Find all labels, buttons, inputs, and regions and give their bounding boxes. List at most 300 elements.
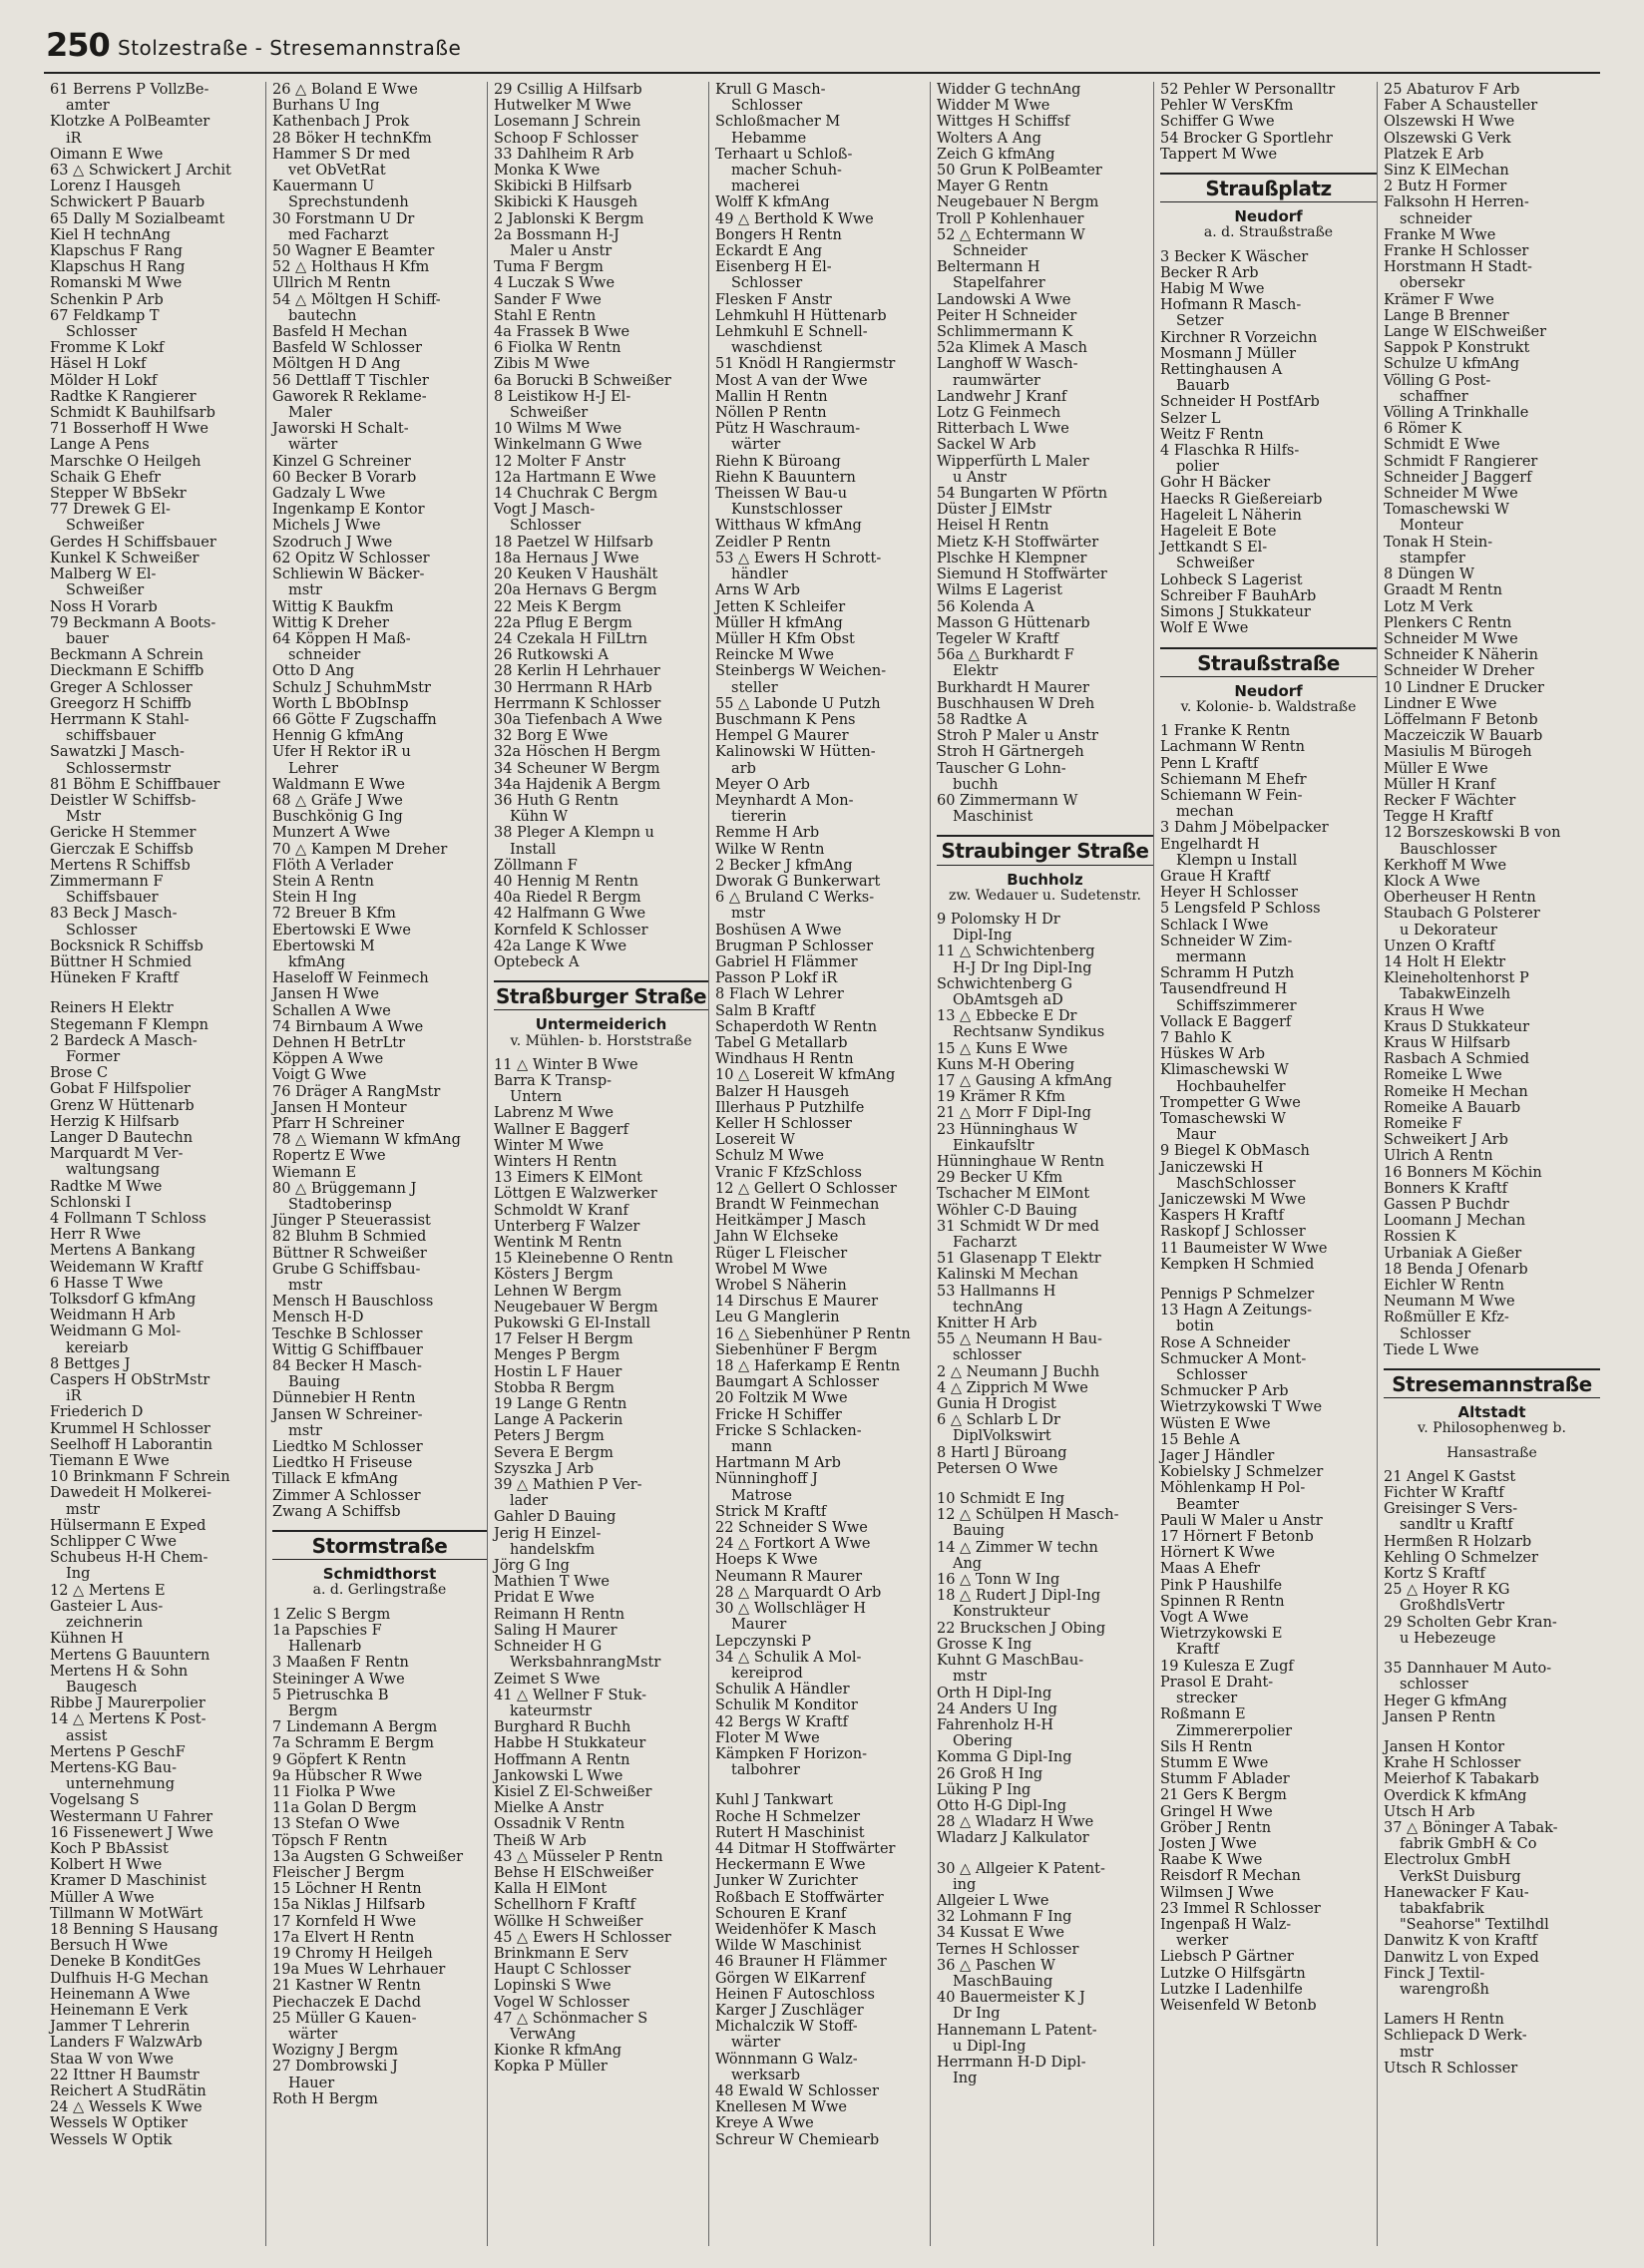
resident-entry: Wiemann E <box>272 1164 357 1181</box>
resident-entry: Boshüsen A Wwe <box>715 922 842 939</box>
entry-continuation: schneider <box>1400 210 1472 227</box>
resident-entry: 52 △ Holthaus H Kfm <box>272 259 430 276</box>
resident-entry: 8 Düngen W <box>1384 567 1474 583</box>
resident-entry: Hoffmann A Rentn <box>494 1751 630 1768</box>
resident-entry: Wittig G Schiffbauer <box>272 1341 423 1358</box>
resident-entry: Bersuch H Wwe <box>50 1938 169 1955</box>
resident-entry: Skibicki K Hausgeh <box>494 194 638 211</box>
resident-entry: Danwitz L von Exped <box>1384 1949 1539 1966</box>
resident-entry: Baumgart A Schlosser <box>715 1374 879 1391</box>
resident-entry: Tillmann W MotWärt <box>50 1905 204 1922</box>
entry-continuation: "Seahorse" Textilhdl <box>1400 1917 1549 1934</box>
entry-continuation: fabrik GmbH & Co <box>1400 1836 1537 1853</box>
resident-entry: Weidmann H Arb <box>50 1308 176 1324</box>
resident-entry: Meyer O Arb <box>715 776 810 793</box>
resident-entry: Tonak H Stein- <box>1384 534 1493 551</box>
resident-entry: 6 Römer K <box>1384 421 1462 438</box>
resident-entry: Eckardt E Ang <box>715 243 823 260</box>
resident-entry: Zimmer A Schlosser <box>272 1487 421 1504</box>
resident-entry: Tegeler W Kraftf <box>937 630 1059 647</box>
resident-entry: Wöhler C-D Bauing <box>937 1202 1077 1219</box>
resident-entry: Horstmann H Stadt- <box>1384 259 1532 276</box>
resident-entry: Passon P Lokf iR <box>715 970 838 987</box>
resident-entry: Penn L Kraftf <box>1160 755 1259 772</box>
resident-entry: Ropertz E Wwe <box>272 1148 386 1165</box>
resident-entry: Allgeier L Wwe <box>937 1892 1049 1909</box>
resident-entry: Vogelsang S <box>50 1792 140 1809</box>
resident-entry: 56 Kolenda A <box>937 598 1034 615</box>
resident-entry: Janiczewski M Wwe <box>1160 1192 1307 1208</box>
resident-entry: Jansen H Monteur <box>272 1099 407 1116</box>
entry-continuation: Bauing <box>953 1523 1005 1540</box>
resident-entry: Beltermann H <box>937 259 1040 276</box>
resident-entry: 17 Kornfeld H Wwe <box>272 1913 417 1930</box>
entry-continuation: H-J Dr Ing Dipl-Ing <box>953 959 1092 976</box>
column-1 <box>44 82 265 2246</box>
resident-entry: Severa E Bergm <box>494 1444 614 1461</box>
resident-entry: Tuma F Bergm <box>494 259 604 276</box>
resident-entry: Jansen P Rentn <box>1384 1708 1496 1725</box>
resident-entry: 13 △ Ebbecke E Dr <box>937 1008 1077 1025</box>
resident-entry: 15 Löchner H Rentn <box>272 1881 422 1898</box>
resident-entry: Hülsermann E Exped <box>50 1517 206 1534</box>
entry-continuation: Bergm <box>288 1702 338 1719</box>
spacer <box>937 1477 1153 1491</box>
entry-continuation: Beamter <box>1176 1496 1239 1513</box>
entry-continuation: u Dekorateur <box>1400 922 1497 939</box>
resident-entry: Schneider H G <box>494 1639 603 1656</box>
resident-entry: Büttner R Schweißer <box>272 1245 427 1262</box>
resident-entry: Salm B Kraftf <box>715 1002 815 1019</box>
resident-entry: Kolbert H Wwe <box>50 1857 163 1874</box>
resident-entry: Jankowski L Wwe <box>494 1767 623 1784</box>
resident-entry: 9 Biegel K ObMasch <box>1160 1143 1310 1160</box>
resident-entry: Tomaschewski W <box>1160 1110 1286 1127</box>
resident-entry: Burhans U Ing <box>272 98 380 115</box>
resident-entry: Landowski A Wwe <box>937 291 1071 308</box>
resident-entry: Mensch H-D <box>272 1310 364 1326</box>
resident-entry: Fricke S Schlacken- <box>715 1422 862 1439</box>
resident-entry: 53 Hallmanns H <box>937 1283 1056 1300</box>
resident-entry: Olszewski H Wwe <box>1384 114 1515 131</box>
resident-entry: Graue H Kraftf <box>1160 868 1270 885</box>
resident-entry: 11 Baumeister W Wwe <box>1160 1240 1328 1257</box>
resident-entry: Herrmann K Stahl- <box>50 711 190 728</box>
resident-entry: 17 Felser H Bergm <box>494 1331 633 1348</box>
resident-entry: Stroh H Gärtnergeh <box>937 744 1084 761</box>
resident-entry: Kleineholtenhorst P <box>1384 970 1529 987</box>
resident-entry: 7 Lindemann A Bergm <box>272 1719 438 1736</box>
resident-entry: Lopinski S Wwe <box>494 1978 612 1995</box>
resident-entry: Monka K Wwe <box>494 163 601 180</box>
resident-entry: Kiel H technAng <box>50 226 171 243</box>
resident-entry: Habig M Wwe <box>1160 281 1265 298</box>
entry-continuation: tabakfabrik <box>1400 1900 1484 1917</box>
resident-entry: 20 Foltzik M Wwe <box>715 1390 848 1407</box>
resident-entry: Roßmann E <box>1160 1706 1246 1723</box>
street-range: Hansastraße <box>1446 1444 1537 1461</box>
resident-entry: 29 Becker U Kfm <box>937 1170 1063 1187</box>
resident-entry: Jörg G Ing <box>494 1558 570 1575</box>
entry-continuation: Maur <box>1176 1127 1216 1144</box>
resident-entry: Michalczik W Stoff- <box>715 2019 858 2036</box>
resident-entry: Lange A Packerin <box>494 1412 623 1429</box>
resident-entry: Hüneken F Kraftf <box>50 970 179 987</box>
resident-entry: Tabel G Metallarb <box>715 1034 848 1051</box>
resident-entry: Hannemann L Patent- <box>937 2022 1097 2039</box>
resident-entry: 53 △ Ewers H Schrott- <box>715 550 882 567</box>
resident-entry: Knitter H Arb <box>937 1316 1037 1332</box>
resident-entry: Rüger L Fleischer <box>715 1245 848 1262</box>
resident-entry: Klotzke A PolBeamter <box>50 114 210 131</box>
entry-continuation: mstr <box>288 1278 322 1295</box>
resident-entry: 30 △ Wollschläger H <box>715 1601 866 1618</box>
resident-entry: 22 Bruckschen J Obing <box>937 1620 1106 1637</box>
resident-entry: Ribbe J Maurerpolier <box>50 1696 206 1712</box>
resident-entry: Kämpken F Horizon- <box>715 1745 868 1762</box>
resident-entry: Neumann M Wwe <box>1384 1294 1515 1311</box>
resident-entry: Koch P BbAssist <box>50 1840 169 1857</box>
resident-entry: 28 Kerlin H Lehrhauer <box>494 663 660 680</box>
resident-entry: 78 △ Wiemann W kfmAng <box>272 1132 461 1149</box>
resident-entry: Wallner E Baggerf <box>494 1121 628 1138</box>
resident-entry: Schneider K Näherin <box>1384 647 1538 664</box>
resident-entry: Teschke B Schlosser <box>272 1325 423 1342</box>
resident-entry: Finck J Textil- <box>1384 1965 1485 1982</box>
resident-entry: Ufer H Rektor iR u <box>272 744 411 761</box>
resident-entry: 21 Angel K Gastst <box>1384 1468 1516 1485</box>
resident-entry: Gierczak E Schiffsb <box>50 841 194 858</box>
resident-entry: Pehler W VersKfm <box>1160 98 1294 115</box>
resident-entry: 52 △ Echtermann W <box>937 226 1085 243</box>
resident-entry: Roßmüller E Kfz- <box>1384 1310 1509 1326</box>
resident-entry: 14 △ Zimmer W techn <box>937 1539 1098 1556</box>
resident-entry: Schneider W Dreher <box>1384 663 1534 680</box>
resident-entry: Sappok P Konstrukt <box>1384 340 1530 357</box>
resident-entry: Kopka P Müller <box>494 2059 608 2076</box>
entry-continuation: Dipl-Ing <box>953 928 1013 945</box>
resident-entry: Stumm F Ablader <box>1160 1771 1290 1788</box>
resident-entry: Vogt J Masch- <box>494 502 596 519</box>
resident-entry: 84 Becker H Masch- <box>272 1358 422 1375</box>
resident-entry: Mathien T Wwe <box>494 1574 610 1591</box>
resident-entry: 38 Pleger A Klempn u <box>494 825 654 842</box>
resident-entry: 77 Drewek G El- <box>50 502 171 519</box>
entry-continuation: schneider <box>288 647 361 664</box>
resident-entry: 17 Hörnert F Betonb <box>1160 1529 1314 1546</box>
resident-entry: Strick M Kraftf <box>715 1503 827 1520</box>
entry-continuation: schiffsbauer <box>66 728 157 745</box>
resident-entry: Schwickert P Bauarb <box>50 194 206 211</box>
resident-entry: Tiemann E Wwe <box>50 1453 170 1470</box>
resident-entry: 6 Hasse T Wwe <box>50 1275 164 1292</box>
entry-continuation: macherei <box>731 179 800 195</box>
entry-continuation: vet ObVetRat <box>288 163 386 180</box>
resident-entry: Greisinger S Vers- <box>1384 1501 1518 1518</box>
resident-entry: Lindner E Wwe <box>1384 695 1497 712</box>
resident-entry: 34 Scheuner W Bergm <box>494 760 660 777</box>
resident-entry: Basfeld W Schlosser <box>272 340 422 357</box>
resident-entry: Brugman P Schlosser <box>715 938 874 954</box>
resident-entry: 60 Becker B Vorarb <box>272 469 417 486</box>
resident-entry: Tegge H Kraftf <box>1384 809 1493 826</box>
resident-entry: Schaik G Ehefr <box>50 469 162 486</box>
resident-entry: Hünninghaue W Rentn <box>937 1154 1104 1170</box>
entry-continuation: mstr <box>731 906 765 923</box>
resident-entry: Westermann U Fahrer <box>50 1808 213 1825</box>
resident-entry: 21 Kastner W Rentn <box>272 1978 421 1995</box>
resident-entry: 79 Beckmann A Boots- <box>50 614 216 631</box>
resident-entry: Mertens G Bauuntern <box>50 1647 210 1664</box>
resident-entry: Ebertowski E Wwe <box>272 922 411 939</box>
resident-entry: Loomann J Mechan <box>1384 1213 1526 1230</box>
resident-entry: Waldmann E Wwe <box>272 776 405 793</box>
resident-entry: Zibis M Wwe <box>494 356 591 373</box>
resident-entry: 10 △ Losereit W kfmAng <box>715 1067 896 1084</box>
entry-continuation: buchh <box>953 776 999 793</box>
resident-entry: Windhaus H Rentn <box>715 1051 854 1068</box>
resident-entry: 6 Fiolka W Rentn <box>494 340 621 357</box>
street-heading: Straußstraße <box>1160 647 1377 677</box>
entry-continuation: u Dipl-Ing <box>953 2038 1027 2055</box>
resident-entry: Haseloff W Feinmech <box>272 970 429 987</box>
resident-entry: Lange A Pens <box>50 437 150 454</box>
resident-entry: Lotz G Feinmech <box>937 405 1061 422</box>
entry-continuation: Maurer <box>731 1617 787 1634</box>
entry-continuation: mstr <box>1400 2044 1434 2061</box>
resident-entry: Siebenhüner F Bergm <box>715 1341 878 1358</box>
resident-entry: Häsel H Lokf <box>50 356 147 373</box>
district-heading: Neudorf <box>1234 681 1303 700</box>
spacer <box>937 1847 1153 1861</box>
resident-entry: Illerhaus P Putzhilfe <box>715 1099 865 1116</box>
resident-entry: Fahrenholz H-H <box>937 1716 1054 1733</box>
resident-entry: 19 Chromy H Heilgeh <box>272 1945 433 1962</box>
resident-entry: Schiemann M Ehefr <box>1160 771 1307 788</box>
resident-entry: Völling G Post- <box>1384 372 1491 389</box>
resident-entry: Wozigny J Bergm <box>272 2043 398 2060</box>
entry-continuation: ing <box>953 1876 977 1893</box>
resident-entry: 10 Wilms M Wwe <box>494 421 622 438</box>
resident-entry: Kirchner R Vorzeichn <box>1160 329 1318 346</box>
resident-entry: Schmucker P Arb <box>1160 1383 1289 1400</box>
resident-entry: Wentink M Rentn <box>494 1235 622 1252</box>
entry-continuation: Schiffsbauer <box>66 890 159 907</box>
resident-entry: Hörnert K Wwe <box>1160 1545 1275 1562</box>
resident-entry: Schreiber F BauhArb <box>1160 587 1317 604</box>
resident-entry: Mertens P GeschF <box>50 1743 186 1760</box>
resident-entry: 40 Hennig M Rentn <box>494 873 638 890</box>
resident-entry: Jansen W Schreiner- <box>272 1406 423 1423</box>
resident-entry: 20 Keuken V Haushält <box>494 567 658 583</box>
entry-continuation: Install <box>510 841 557 858</box>
resident-entry: 2 Jablonski K Bergm <box>494 210 644 227</box>
resident-entry: Müller H Kranf <box>1384 776 1495 793</box>
resident-entry: Kempken H Schmied <box>1160 1256 1315 1273</box>
entry-continuation: arb <box>731 760 756 777</box>
resident-entry: Neugebauer N Bergm <box>937 194 1099 211</box>
resident-entry: Petersen O Wwe <box>937 1460 1058 1477</box>
resident-entry: Kornfeld K Schlosser <box>494 922 648 939</box>
resident-entry: Romeike F <box>1384 1116 1462 1132</box>
entry-continuation: Schlosser <box>731 98 803 115</box>
resident-entry: Jerig H Einzel- <box>494 1525 602 1542</box>
resident-entry: Liedtko M Schlosser <box>272 1439 423 1456</box>
resident-entry: Wietrzykowski T Wwe <box>1160 1399 1323 1416</box>
resident-entry: 36 Huth G Rentn <box>494 792 619 809</box>
entry-continuation: schlosser <box>953 1347 1022 1364</box>
resident-entry: 28 △ Marquardt O Arb <box>715 1584 882 1601</box>
resident-entry: 45 △ Ewers H Schlosser <box>494 1929 671 1946</box>
column-2 <box>265 82 487 2246</box>
resident-entry: 51 Knödl H Rangiermstr <box>715 356 896 373</box>
resident-entry: Romanski M Wwe <box>50 275 183 292</box>
resident-entry: 16 Bonners M Köchin <box>1384 1164 1542 1181</box>
resident-entry: Vollack E Baggerf <box>1160 1013 1292 1030</box>
entry-continuation: Stapelfahrer <box>953 275 1045 292</box>
resident-entry: 19 Kulesza E Zugf <box>1160 1658 1294 1675</box>
resident-entry: Schmoldt W Kranf <box>494 1202 628 1219</box>
resident-entry: Knellesen M Wwe <box>715 2099 847 2116</box>
resident-entry: Eichler W Rentn <box>1384 1278 1504 1295</box>
resident-entry: 2 △ Neumann J Buchh <box>937 1363 1100 1380</box>
resident-entry: Romeike A Bauarb <box>1384 1099 1521 1116</box>
resident-entry: 54 Bungarten W Pförtn <box>937 486 1108 503</box>
resident-entry: Büttner H Schmied <box>50 953 193 970</box>
resident-entry: Falksohn H Herren- <box>1384 194 1529 211</box>
resident-entry: 48 Ewald W Schlosser <box>715 2082 879 2099</box>
resident-entry: Engelhardt H <box>1160 836 1260 853</box>
resident-entry: Eisenberg H El- <box>715 259 832 276</box>
entry-continuation: VerkSt Duisburg <box>1400 1868 1521 1885</box>
resident-entry: Staubach G Polsterer <box>1384 906 1540 923</box>
resident-entry: 30 Forstmann U Dr <box>272 210 415 227</box>
entry-continuation: Hallenarb <box>288 1639 362 1656</box>
resident-entry: 18 Benda J Ofenarb <box>1384 1261 1528 1278</box>
entry-continuation: kereiarb <box>66 1339 129 1356</box>
entry-continuation: Schlossermstr <box>66 760 172 777</box>
resident-entry: Widder M Wwe <box>937 98 1050 115</box>
resident-entry: Kraus D Stukkateur <box>1384 1018 1530 1035</box>
resident-entry: 19 Krämer R Kfm <box>937 1089 1065 1106</box>
resident-entry: 26 △ Boland E Wwe <box>272 82 418 98</box>
resident-entry: Platzek E Arb <box>1384 146 1484 163</box>
entry-continuation: mstr <box>288 582 322 599</box>
resident-entry: Optebeck A <box>494 953 580 970</box>
entry-continuation: wärter <box>288 2026 338 2043</box>
resident-entry: Greegorz H Schiffb <box>50 695 192 712</box>
resident-entry: Stein A Rentn <box>272 873 375 890</box>
resident-entry: 47 △ Schönmacher S <box>494 2010 648 2027</box>
resident-entry: Otto D Ang <box>272 663 355 680</box>
resident-entry: Kehling O Schmelzer <box>1384 1549 1538 1566</box>
resident-entry: Schenkin P Arb <box>50 291 164 308</box>
resident-entry: 22 Schneider S Wwe <box>715 1520 868 1537</box>
resident-entry: Recker F Wächter <box>1384 792 1516 809</box>
entry-continuation: iR <box>66 130 82 147</box>
resident-entry: Dawedeit H Molkerei- <box>50 1485 212 1502</box>
spacer <box>1384 1998 1600 2012</box>
resident-entry: Tiede L Wwe <box>1384 1341 1479 1358</box>
resident-entry: Gaworek R Reklame- <box>272 388 427 405</box>
resident-entry: Reiners H Elektr <box>50 1000 174 1017</box>
resident-entry: 4 Follmann T Schloss <box>50 1211 206 1228</box>
resident-entry: Skibicki B Hilfsarb <box>494 179 632 195</box>
resident-entry: 11 △ Schwichtenberg <box>937 944 1095 960</box>
resident-entry: Meierhof K Tabakarb <box>1384 1771 1539 1788</box>
resident-entry: 23 Immel R Schlosser <box>1160 1900 1321 1917</box>
resident-entry: Vranic F KfzSchloss <box>715 1164 862 1181</box>
resident-entry: Kraus W Hilfsarb <box>1384 1034 1510 1051</box>
resident-entry: Wessels W Optiker <box>50 2115 188 2132</box>
resident-entry: Wolters A Ang <box>937 130 1041 147</box>
resident-entry: Heinen F Autoschloss <box>715 1986 875 2003</box>
resident-entry: 67 Feldkamp T <box>50 307 160 324</box>
resident-entry: Masiulis M Bürogeh <box>1384 744 1532 761</box>
entry-continuation: kfmAng <box>288 953 345 970</box>
resident-entry: Schulik A Händler <box>715 1682 850 1699</box>
entry-continuation: VerwAng <box>510 2026 577 2043</box>
resident-entry: Krummel H Schlosser <box>50 1420 210 1437</box>
entry-continuation: Dr Ing <box>953 2006 1001 2023</box>
resident-entry: Utsch R Schlosser <box>1384 2060 1518 2077</box>
resident-entry: Müller H kfmAng <box>715 614 843 631</box>
resident-entry: Bocksnick R Schiffsb <box>50 938 204 954</box>
resident-entry: Weidenhöfer K Masch <box>715 1921 877 1938</box>
resident-entry: Meynhardt A Mon- <box>715 792 854 809</box>
resident-entry: Wolff K kfmAng <box>715 194 830 211</box>
resident-entry: 39 △ Mathien P Ver- <box>494 1477 642 1494</box>
resident-entry: 35 Dannhauer M Auto- <box>1384 1661 1552 1678</box>
entry-continuation: Rechtsanw Syndikus <box>953 1024 1105 1041</box>
entry-continuation: med Facharzt <box>288 226 389 243</box>
street-range: v. Kolonie- b. Waldstraße <box>1180 698 1357 715</box>
resident-entry: Burkhardt H Maurer <box>937 679 1089 696</box>
resident-entry: Pink P Haushilfe <box>1160 1577 1283 1594</box>
resident-entry: 63 △ Schwickert J Archit <box>50 163 231 180</box>
resident-entry: Stepper W BbSekr <box>50 486 187 503</box>
resident-entry: Labrenz M Wwe <box>494 1105 615 1122</box>
resident-entry: Gunia H Drogist <box>937 1396 1056 1413</box>
entry-continuation: ObAmtsgeh aD <box>953 991 1063 1008</box>
resident-entry: Kühnen H <box>50 1631 124 1648</box>
resident-entry: 24 Czekala H FilLtrn <box>494 630 648 647</box>
resident-entry: Leu G Manglerin <box>715 1310 840 1326</box>
resident-entry: Heyer H Schlosser <box>1160 885 1298 902</box>
resident-entry: Herr R Wwe <box>50 1227 142 1244</box>
resident-entry: 7 Bahlo K <box>1160 1029 1232 1046</box>
resident-entry: Floter M Wwe <box>715 1729 820 1746</box>
resident-entry: Piechaczek E Dachd <box>272 1994 422 2011</box>
resident-entry: Worth L BbObInsp <box>272 695 409 712</box>
resident-entry: Kauermann U <box>272 179 375 195</box>
entry-continuation: wärter <box>288 437 338 454</box>
entry-continuation: Hebamme <box>731 130 807 147</box>
street-range: v. Mühlen- b. Horststraße <box>510 1032 692 1049</box>
resident-entry: 54 Brocker G Sportlehr <box>1160 130 1333 147</box>
resident-entry: Plschke H Klempner <box>937 550 1087 567</box>
resident-entry: Schiemann W Fein- <box>1160 787 1303 804</box>
resident-entry: Steinbergs W Weichen- <box>715 663 887 680</box>
resident-entry: Zeidler P Rentn <box>715 534 831 551</box>
resident-entry: Lachmann W Rentn <box>1160 739 1305 756</box>
resident-entry: Kalla H ElMont <box>494 1881 608 1898</box>
resident-entry: Utsch H Arb <box>1384 1803 1475 1820</box>
entry-continuation: bauer <box>66 630 109 647</box>
resident-entry: Rutert H Maschinist <box>715 1824 865 1841</box>
resident-entry: 34a Hajdenik A Bergm <box>494 776 661 793</box>
street-heading: Stormstraße <box>272 1530 487 1560</box>
